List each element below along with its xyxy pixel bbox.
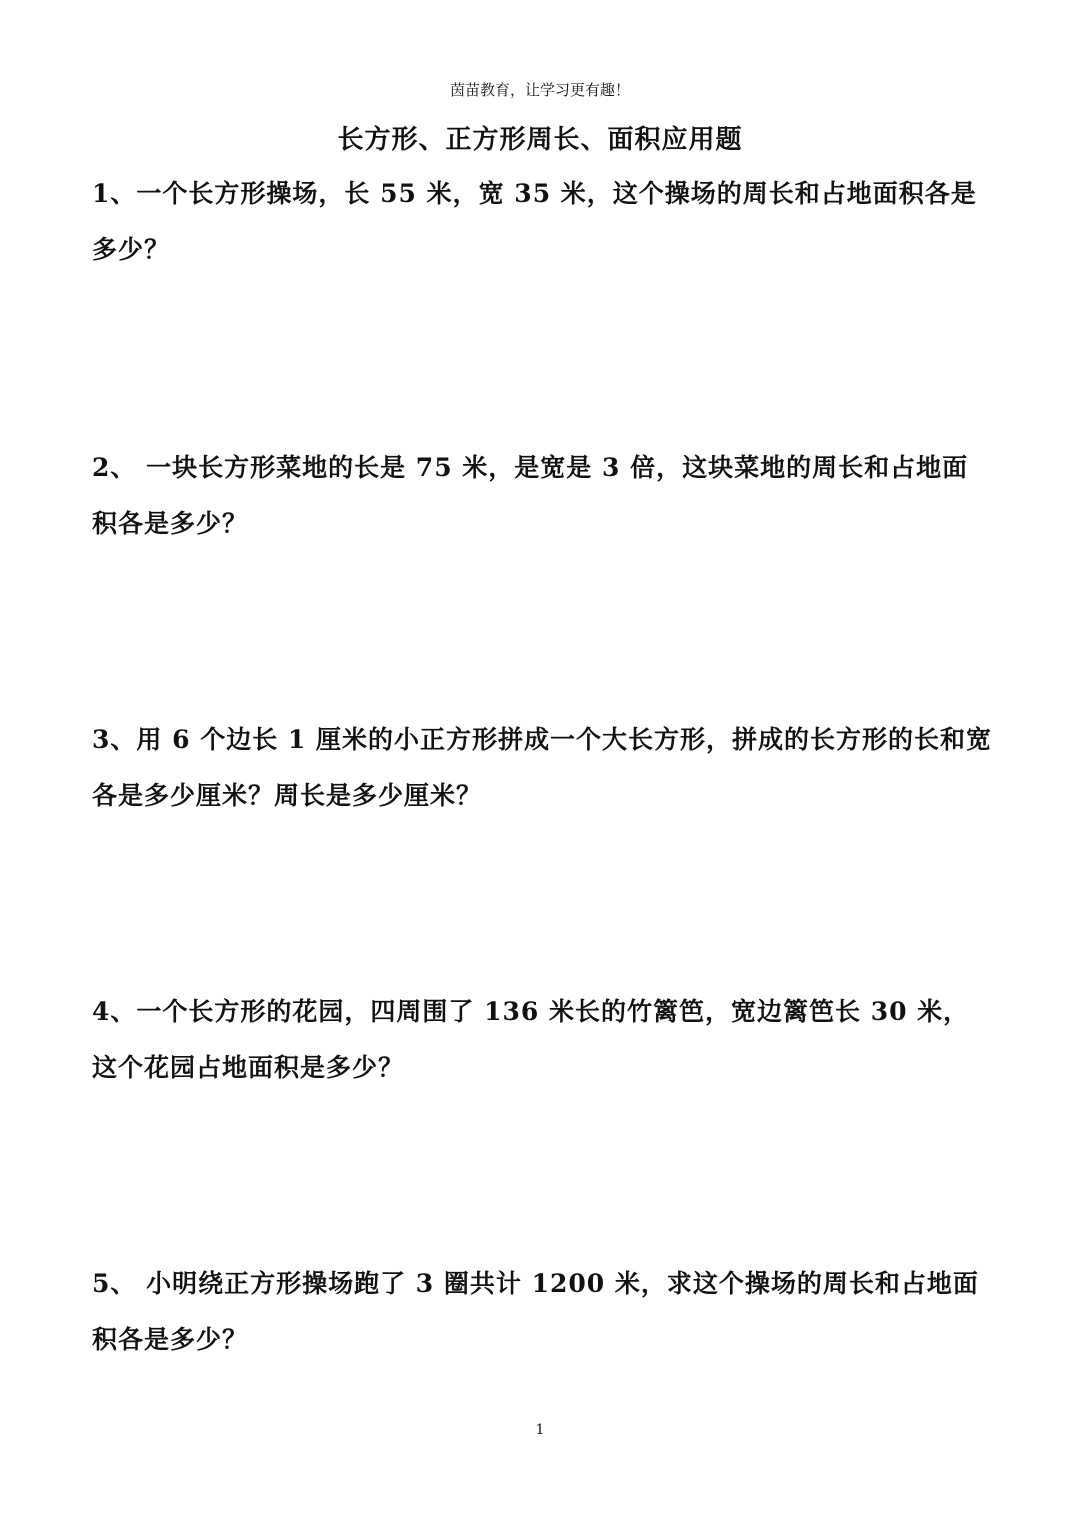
question-2: 2、 一块长方形菜地的长是 75 米，是宽是 3 倍，这块菜地的周长和占地面积各是多少？	[92, 453, 969, 538]
question-4: 4、一个长方形的花园，四周围了 136 米长的竹篱笆，宽边篱笆长 30 米，这个花园占地面积是多少？	[92, 997, 970, 1082]
page-title: 长方形、正方形周长、面积应用题	[337, 125, 743, 155]
header-note: 茵苗教育，让学习更有趣！	[449, 81, 630, 99]
question-3: 3、用 6 个边长 1 厘米的小正方形拼成一个大长方形，拼成的长方形的长和宽各是多少厘米？周长是多少厘米？	[92, 725, 993, 810]
page-number: 1	[535, 1422, 545, 1438]
question-1: 1、一个长方形操场，长 55 米，宽 35 米，这个操场的周长和占地面积各是多少？	[92, 179, 977, 264]
question-5: 5、 小明绕正方形操场跑了 3 圈共计 1200 米，求这个操场的周长和占地面积各是多少？	[92, 1269, 979, 1354]
